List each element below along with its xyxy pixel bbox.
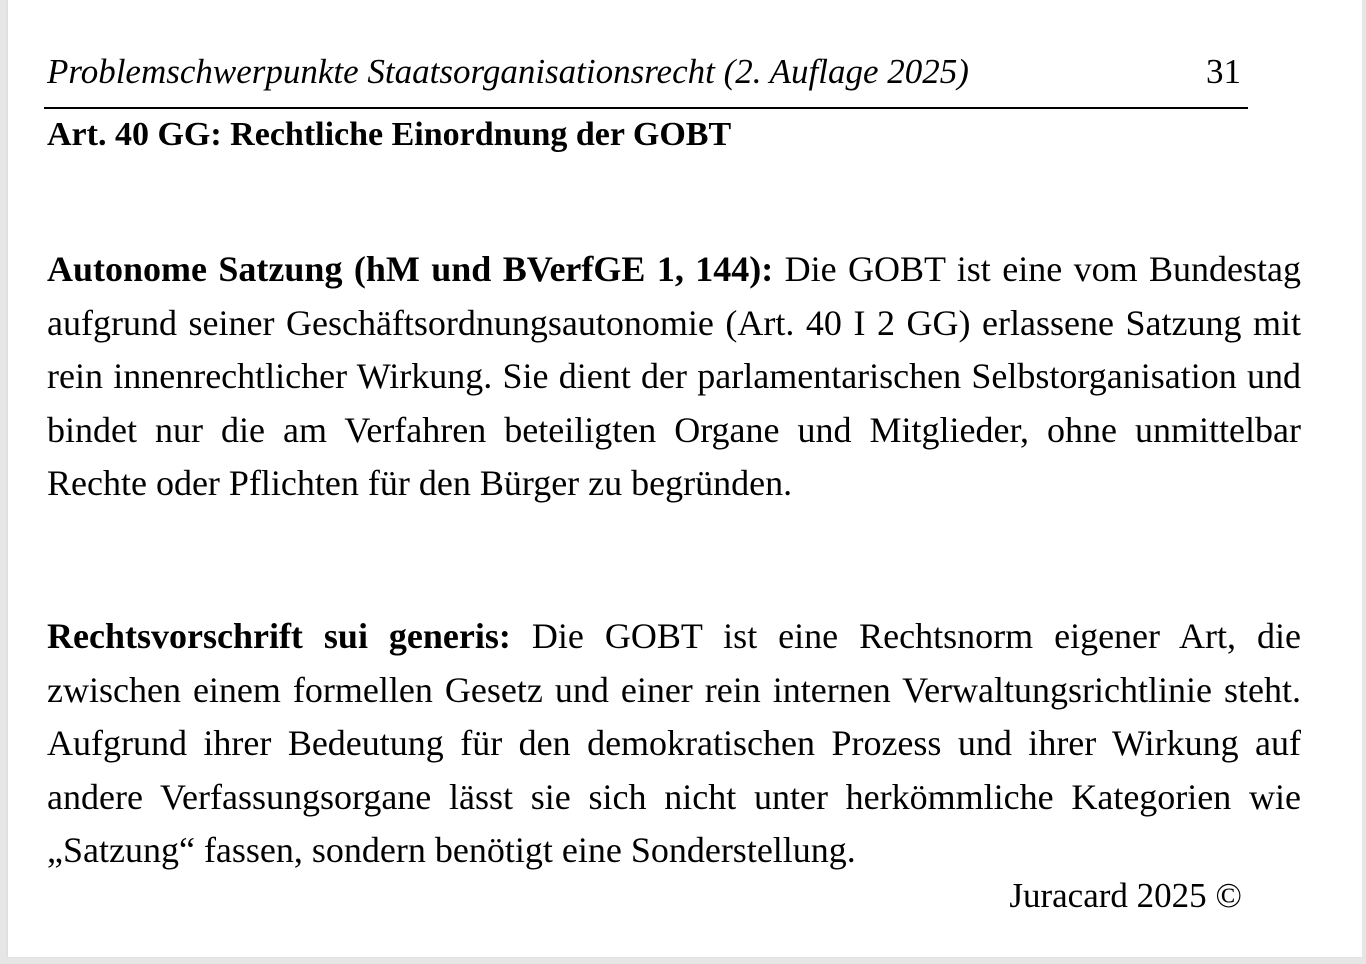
- paragraph-lead: Rechtsvorschrift sui generis:: [47, 616, 511, 656]
- running-head: Problemschwerpunkte Staatsorganisationsrecht (2. Auflage 2025): [47, 52, 969, 91]
- paragraph-body: Die GOBT ist eine vom Bundestag aufgrund seiner Geschäftsordnungsautonomie (Art. 40 I 2 GG) erlassene Satzung mit rein innenrechtlicher Wirkung. Sie dient der parlamentarischen Selbstorganisation und bindet nur die am Verfahren beteiligten Organe und Mitglieder, ohne unmittelbar Rechte oder Pflichten für den Bürger zu begründen.: [47, 249, 1301, 504]
- section-title: Art. 40 GG: Rechtliche Einordnung der GOBT: [47, 116, 732, 153]
- header-rule: [44, 107, 1248, 109]
- paragraph-autonome-satzung: [47, 243, 1301, 511]
- paragraph-sui-generis: [47, 610, 1301, 878]
- paragraph-lead: Autonome Satzung (hM und BVerfGE 1, 144):: [47, 249, 774, 289]
- copyright-footer: Juracard 2025 ©: [1009, 876, 1242, 915]
- page-number: 31: [1206, 52, 1241, 91]
- paragraph-body: Die GOBT ist eine Rechtsnorm eigener Art, die zwischen einem formellen Gesetz und einer rein internen Verwaltungsrichtlinie steht. Aufgrund ihrer Bedeutung für den demokratischen Prozess und ihrer Wirkung auf andere Verfassungsorgane lässt sie sich nicht unter herkömmliche Kategorien wie „Satzung“ fassen, sondern benötigt eine Sonderstellung.: [47, 616, 1301, 871]
